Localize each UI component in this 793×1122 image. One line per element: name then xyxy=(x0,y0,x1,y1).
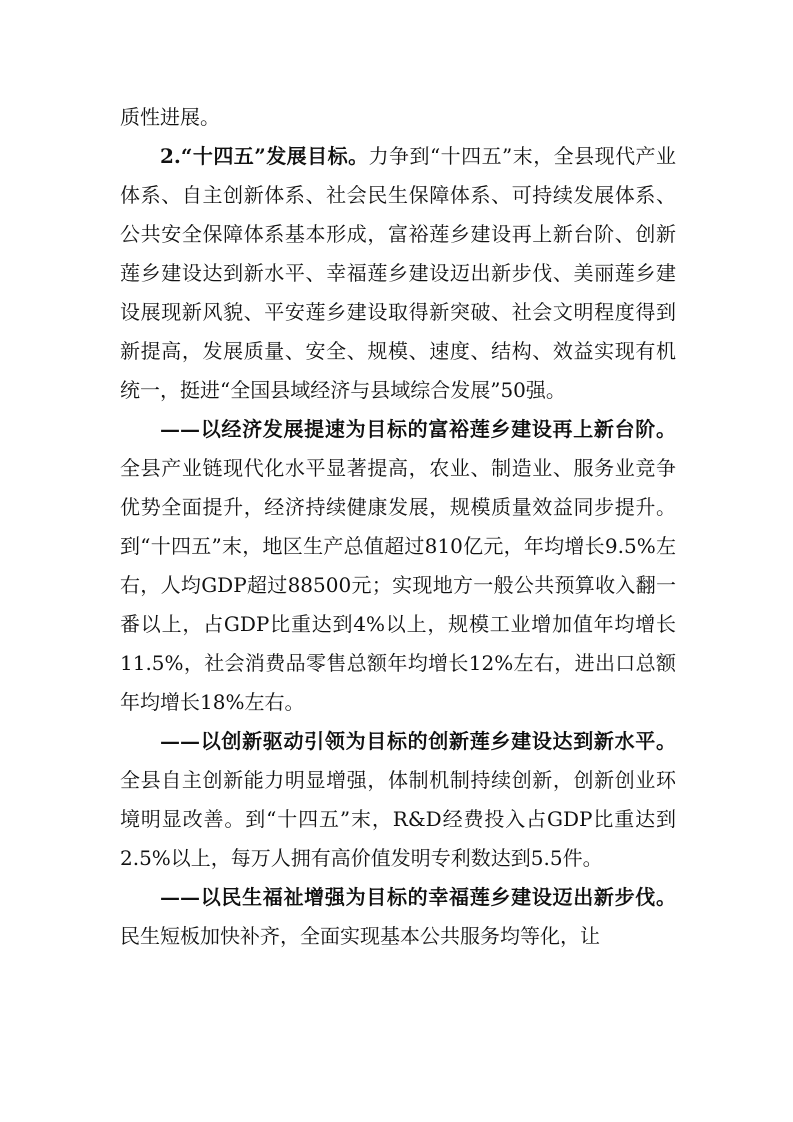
paragraph-development-goals xyxy=(120,137,676,410)
document-body xyxy=(120,98,676,956)
paragraph-heading: 2.“十四五”发展目标。 xyxy=(160,144,369,168)
paragraph-text: 质性进展。 xyxy=(120,105,220,129)
paragraph-heading: ——以民生福祉增强为目标的幸福莲乡建设迈出新步伐。 xyxy=(160,885,676,909)
paragraph-innovative-lianxiang xyxy=(120,722,676,878)
paragraph-prosperous-lianxiang xyxy=(120,410,676,722)
paragraph-text: 全县产业链现代化水平显著提高，农业、制造业、服务业竞争优势全面提升，经济持续健康发展，规模质量效益同步提升。到“十四五”末，地区生产总值超过810亿元，年均增长9.5%左右，人均GDP超过88500元；实现地方一般公共预算收入翻一番以上，占GDP比重达到4%以上，规模工业增加值年均增长11.5%，社会消费品零售总额年均增长12%左右，进出口总额年均增长18%左右。 xyxy=(120,456,676,714)
paragraph-text: 力争到“十四五”末，全县现代产业体系、自主创新体系、社会民生保障体系、可持续发展体系、公共安全保障体系基本形成，富裕莲乡建设再上新台阶、创新莲乡建设达到新水平、幸福莲乡建设迈出新步伐、美丽莲乡建设展现新风貌、平安莲乡建设取得新突破、社会文明程度得到新提高，发展质量、安全、规模、速度、结构、效益实现有机统一，挺进“全国县域经济与县域综合发展”50强。 xyxy=(120,144,677,402)
paragraph-heading: ——以经济发展提速为目标的富裕莲乡建设再上新台阶。 xyxy=(160,417,676,441)
paragraph-text: 民生短板加快补齐，全面实现基本公共服务均等化，让 xyxy=(120,924,600,948)
paragraph-happy-lianxiang xyxy=(120,878,676,956)
paragraph-heading: ——以创新驱动引领为目标的创新莲乡建设达到新水平。 xyxy=(160,729,676,753)
paragraph-continuation xyxy=(120,98,676,137)
paragraph-text: 全县自主创新能力明显增强，体制机制持续创新，创新创业环境明显改善。到“十四五”末，R&D经费投入占GDP比重达到2.5%以上，每万人拥有高价值发明专利数达到5.5件。 xyxy=(120,768,676,870)
